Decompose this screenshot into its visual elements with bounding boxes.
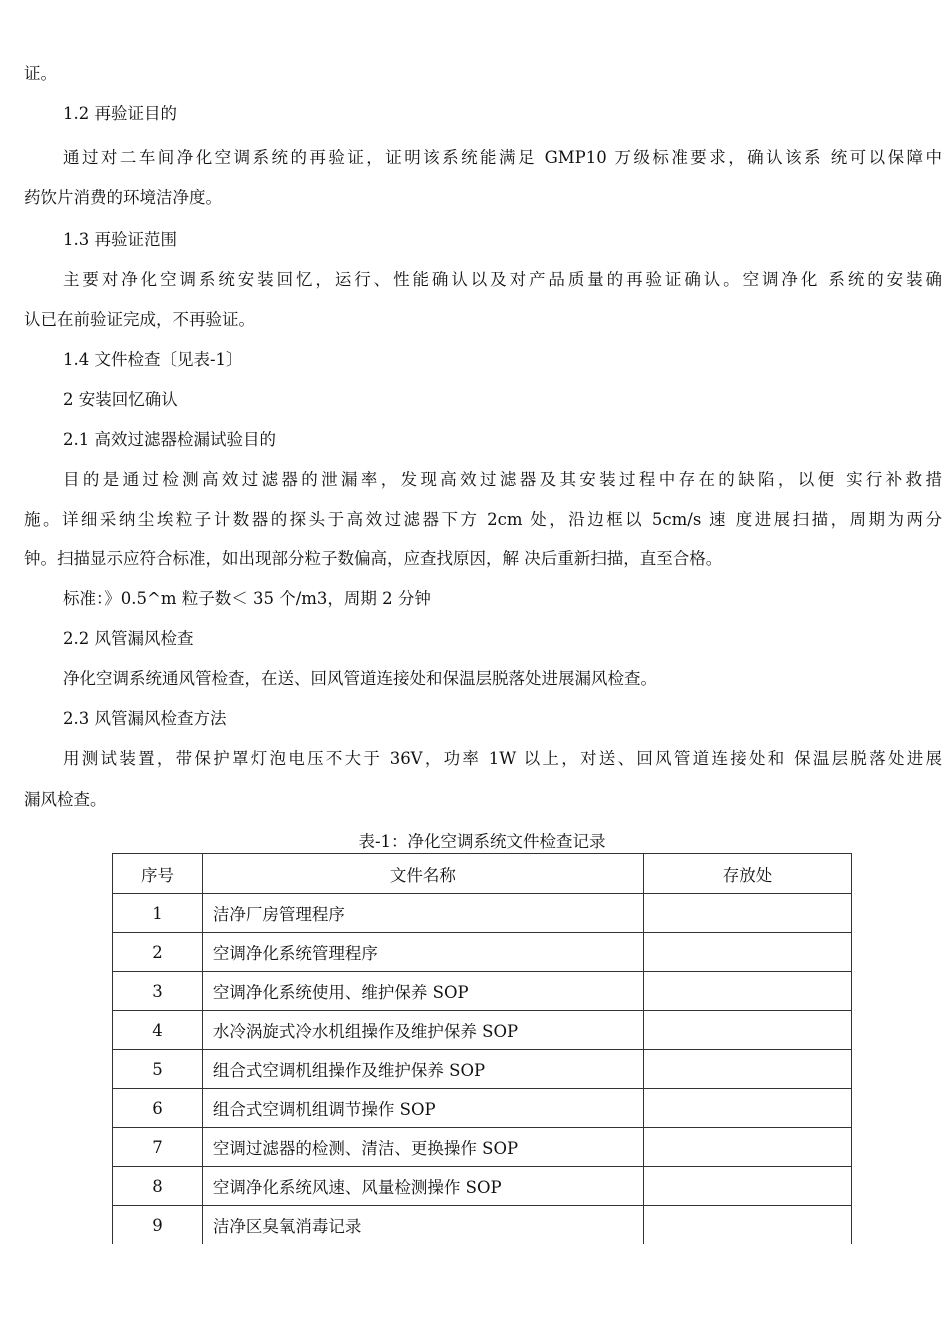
paragraph-line: 用测试装置，带保护罩灯泡电压不大于 36V，功率 1W 以上，对送、回风管道连接处和 保温层脱落处进展 [63,749,942,768]
row-number: 4 [113,1011,203,1050]
row-location [643,1206,851,1245]
row-number: 2 [113,933,203,972]
row-location [643,1050,851,1089]
table-header-row [113,854,852,894]
row-file-name: 空调净化系统管理程序 [202,933,643,972]
row-number: 3 [113,972,203,1011]
table-row [113,1089,852,1128]
table-row [113,894,852,933]
paragraph-continuation: 证。 [24,64,57,83]
table-row [113,933,852,972]
table-row [113,1128,852,1167]
table-row [113,1206,852,1245]
row-number: 6 [113,1089,203,1128]
table-row [113,1011,852,1050]
section-heading-1-2: 1.2 再验证目的 [63,104,177,123]
row-number: 9 [113,1206,203,1245]
section-heading-2-2: 2.2 风管漏风检查 [63,629,194,648]
row-file-name: 水冷涡旋式冷水机组操作及维护保养 SOP [202,1011,643,1050]
row-location [643,894,851,933]
row-number: 1 [113,894,203,933]
paragraph-line: 目的是通过检测高效过滤器的泄漏率，发现高效过滤器及其安装过程中存在的缺陷，以便 实行补救措 [63,470,942,489]
section-heading-2-1: 2.1 高效过滤器检漏试验目的 [63,430,276,449]
row-file-name: 空调净化系统使用、维护保养 SOP [202,972,643,1011]
header-location: 存放处 [643,854,851,894]
row-file-name: 空调过滤器的检测、清洁、更换操作 SOP [202,1128,643,1167]
section-heading-2-3: 2.3 风管漏风检查方法 [63,709,227,728]
section-heading-1-3: 1.3 再验证范围 [63,230,177,249]
table-row [113,1050,852,1089]
paragraph-line: 药饮片消费的环境洁净度。 [24,188,222,207]
table-caption: 表-1：净化空调系统文件检查记录 [358,832,606,851]
row-location [643,1167,851,1206]
row-file-name: 组合式空调机组操作及维护保养 SOP [202,1050,643,1089]
paragraph-line: 施。详细采纳尘埃粒子计数器的探头于高效过滤器下方 2cm 处，沿边框以 5cm/s 速 度进展扫描，周期为两分 [24,510,942,529]
row-file-name: 组合式空调机组调节操作 SOP [202,1089,643,1128]
paragraph-line: 净化空调系统通风管检查，在送、回风管道连接处和保温层脱落处进展漏风检查。 [63,669,657,688]
row-number: 8 [113,1167,203,1206]
header-file-name: 文件名称 [202,854,643,894]
paragraph-line: 主要对净化空调系统安装回忆，运行、性能确认以及对产品质量的再验证确认。空调净化 系统的安装确 [63,270,942,289]
row-number: 5 [113,1050,203,1089]
paragraph-line: 漏风检查。 [24,790,107,809]
table-row [113,1167,852,1206]
section-heading-1-4: 1.4 文件检查〔见表-1〕 [63,350,243,369]
row-location [643,1089,851,1128]
section-heading-2: 2 安装回忆确认 [63,390,178,409]
standard-line: 标准：》0.5^m 粒子数＜ 35 个/m3，周期 2 分钟 [63,589,431,608]
row-file-name: 洁净厂房管理程序 [202,894,643,933]
paragraph-line: 钟。扫描显示应符合标准，如出现部分粒子数偏高，应查找原因，解 决后重新扫描，直至合格。 [24,549,723,568]
file-check-table [112,853,852,1244]
table-row [113,972,852,1011]
paragraph-line: 认已在前验证完成，不再验证。 [24,310,255,329]
row-location [643,972,851,1011]
row-location [643,1128,851,1167]
row-location [643,1011,851,1050]
header-number: 序号 [113,854,203,894]
row-file-name: 空调净化系统风速、风量检测操作 SOP [202,1167,643,1206]
row-location [643,933,851,972]
row-file-name: 洁净区臭氧消毒记录 [202,1206,643,1245]
paragraph-line: 通过对二车间净化空调系统的再验证，证明该系统能满足 GMP10 万级标准要求，确认该系 统可以保障中 [63,148,942,167]
row-number: 7 [113,1128,203,1167]
